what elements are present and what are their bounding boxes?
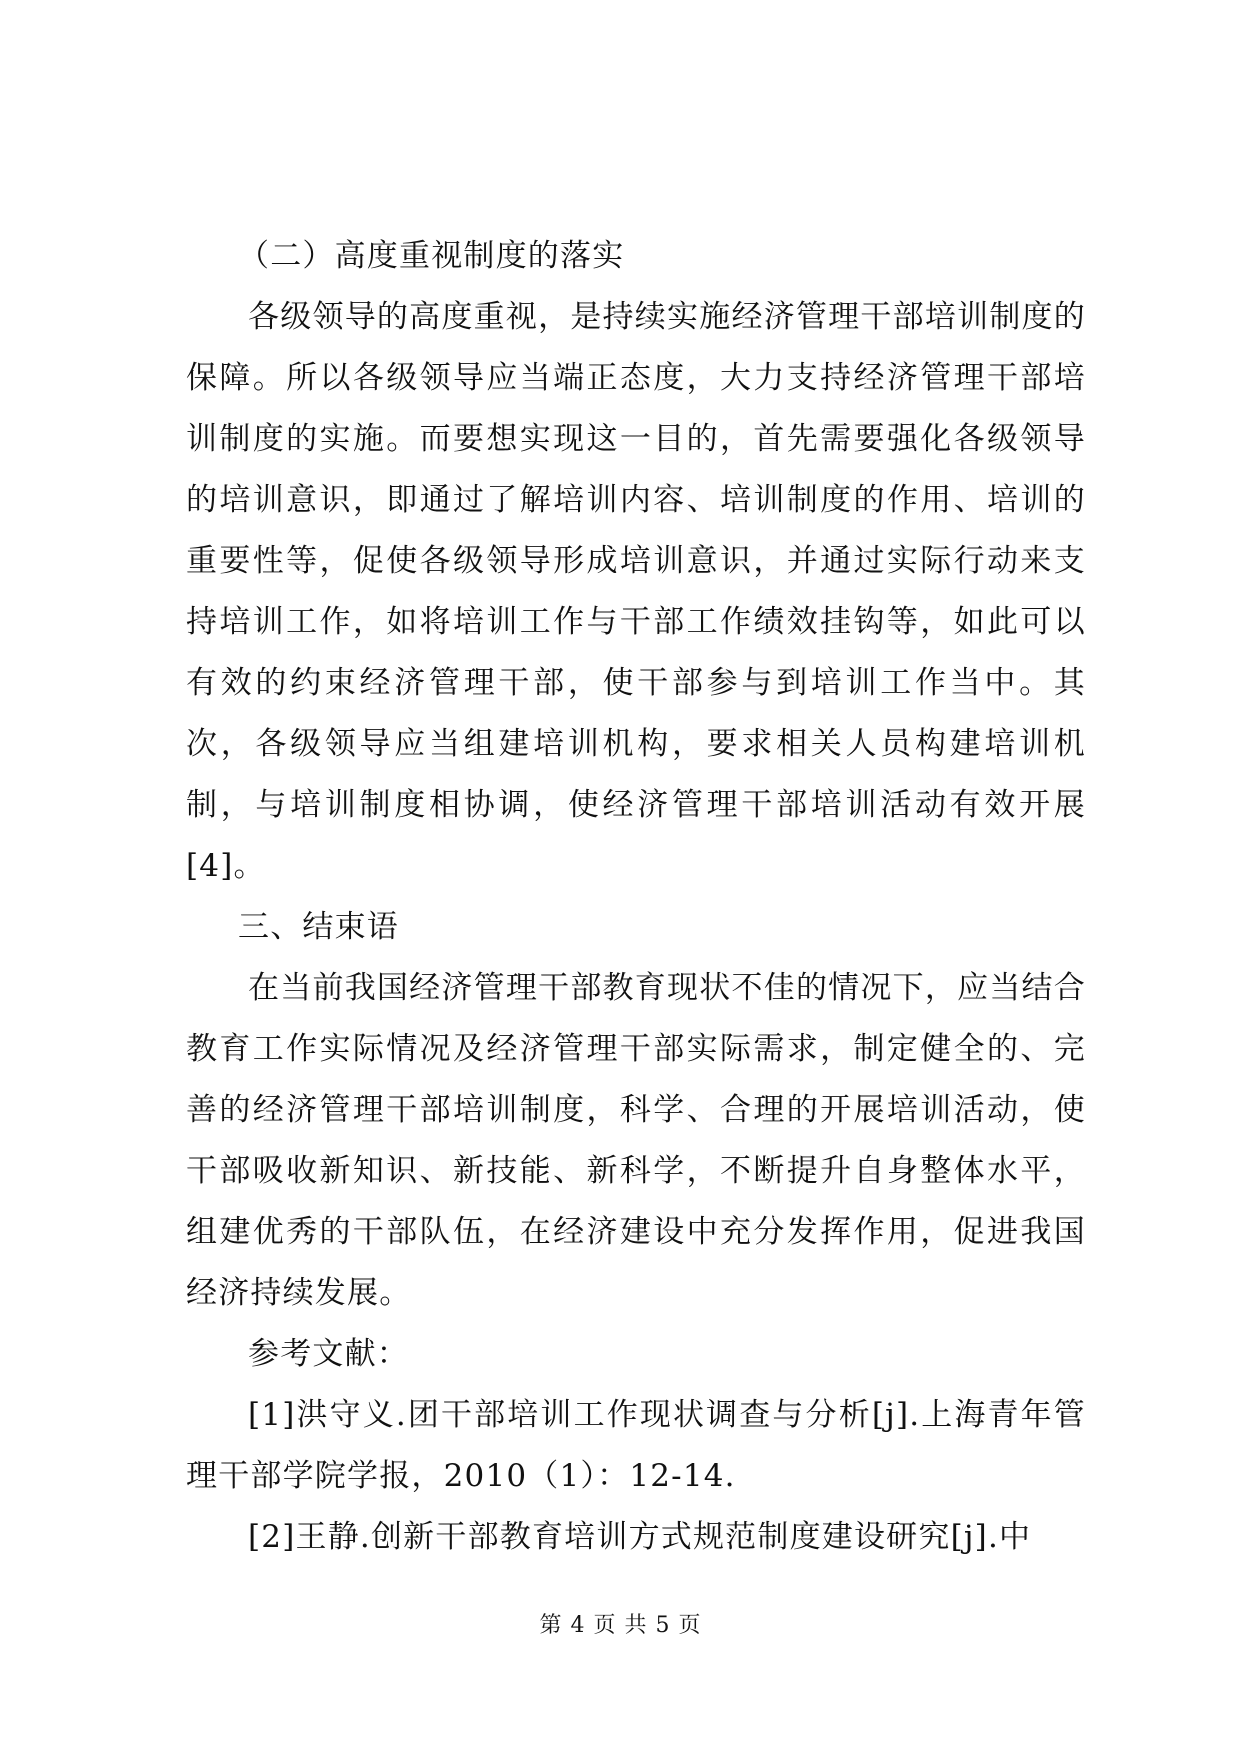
paragraph-leadership: 各级领导的高度重视，是持续实施经济管理干部培训制度的保障。所以各级领导应当端正态度，大力支持经济管理干部培训制度的实施。而要想实现这一目的，首先需要强化各级领导的培训意识，即通过了解培训内容、培训制度的作用、培训的重要性等，促使各级领导形成培训意识，并通过实际行动来支持培训工作，如将培训工作与干部工作绩效挂钩等，如此可以有效的约束经济管理干部，使干部参与到培训工作当中。其次，各级领导应当组建培训机构，要求相关人员构建培训机制，与培训制度相协调，使经济管理干部培训活动有效开展[4]。	[186, 299, 1086, 884]
section-heading-3: 三、结束语	[238, 909, 399, 945]
paragraph-conclusion: 在当前我国经济管理干部教育现状不佳的情况下，应当结合教育工作实际情况及经济管理干部实际需求，制定健全的、完善的经济管理干部培训制度，科学、合理的开展培训活动，使干部吸收新知识、新技能、新科学，不断提升自身整体水平，组建优秀的干部队伍，在经济建设中充分发挥作用，促进我国经济持续发展。	[186, 970, 1086, 1311]
body-text	[186, 226, 1086, 1568]
section-heading-2: （二）高度重视制度的落实	[238, 238, 625, 274]
reference-1: [1]洪守义.团干部培训工作现状调查与分析[j].上海青年管理干部学院学报，2010（1）：12-14.	[186, 1397, 1086, 1494]
references-heading: 参考文献：	[248, 1336, 409, 1372]
page-number-footer: 第 4 页 共 5 页	[539, 1613, 702, 1638]
reference-2: [2]王静.创新干部教育培训方式规范制度建设研究[j].中	[248, 1519, 1032, 1555]
